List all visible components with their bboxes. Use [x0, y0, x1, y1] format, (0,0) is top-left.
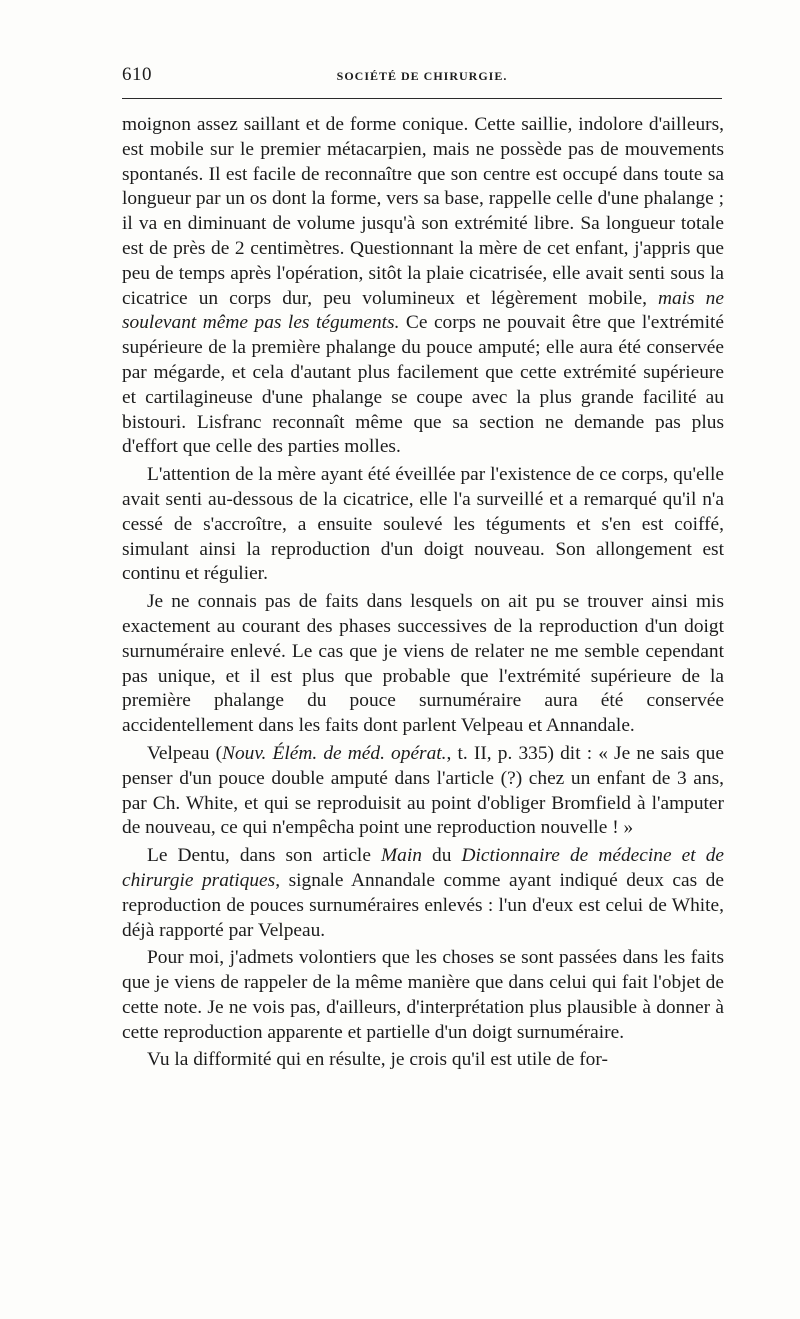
paragraph-text: Je ne connais pas de faits dans lesquels on ait pu se trouver ainsi mis exactement au courant des phases successives de la reproduction d'un doigt surnuméraire enlevé. Le cas que je viens de relater ne me semble cependant pas unique, et il est plus que probable que l'extrémité supérieure de la première phalange du pouce surnuméraire aura été conservée accidentellement dans les faits dont parlent Velpeau et Annandale.	[122, 591, 724, 737]
paragraph-text: Vu la difformité qui en résulte, je crois qu'il est utile de for-	[147, 1049, 608, 1071]
paragraph-text: Pour moi, j'admets volontiers que les choses se sont passées dans les faits que je viens de rappeler de la même manière que dans celui qui fait l'objet de cette note. Je ne vois pas, d'ailleurs, d'interprétation plus plausible à donner à cette reproduction apparente et partielle d'un doigt surnuméraire.	[122, 947, 724, 1043]
paragraph	[122, 844, 724, 943]
header-rule	[122, 98, 722, 99]
paragraph-text: Le Dentu, dans son article	[147, 845, 382, 867]
article-title: Main	[381, 845, 422, 867]
citation-title: Nouv. Élém. de méd. opérat.	[222, 742, 447, 764]
running-title: SOCIÉTÉ DE CHIRURGIE.	[336, 69, 508, 83]
emphasis-text: mais ne soulevant même pas les téguments.	[122, 287, 724, 334]
body-text	[122, 113, 724, 1073]
dictionary-title: Dictionnaire de médecine et de chirurgie pratiques	[122, 845, 725, 891]
paragraph	[122, 946, 724, 1045]
paragraph	[122, 463, 724, 587]
paragraph-last	[122, 1048, 724, 1073]
paragraph-text: Velpeau (	[147, 742, 223, 764]
paragraph-text: L'attention de la mère ayant été éveillée par l'existence de ce corps, qu'elle avait senti au-dessous de la cicatrice, elle l'a surveillé et a remarqué qu'il n'a cessé de s'accroître, a ensuite soulevé les téguments et s'en est coiffé, simulant ainsi la reproduction d'un doigt nouveau. Son allongement est continu et régulier.	[122, 464, 724, 585]
paragraph-text: Ce corps ne pouvait être que l'extrémité supérieure de la première phalange du pouce amputé; elle aura été conservée par mégarde, et cela d'autant plus facilement que cette extrémité supérieure et cartilagineuse d'une phalange se coupe avec la plus grande facilité au bistouri. Lisfranc reconnaît même que sa section ne demande pas plus d'effort que celle des parties molles.	[122, 312, 725, 458]
paragraph	[122, 590, 724, 739]
paragraph-text: , signale Annandale comme ayant indiqué deux cas de reproduction de pouces surnuméraires enlevés : l'un d'eux est celui de White, déjà rapporté par Velpeau.	[122, 869, 724, 941]
paragraph	[122, 742, 724, 841]
paragraph-text: du	[421, 845, 462, 867]
paragraph-continuation	[122, 113, 724, 460]
page-header	[122, 62, 722, 90]
paragraph-text: moignon assez saillant et de forme conique. Cette saillie, indolore d'ailleurs, est mobile sur le premier métacarpien, mais ne possède pas de mouvements spontanés. Il est facile de reconnaître que son centre est occupé dans toute sa longueur par un os dont la forme, vers sa base, rappelle celle d'une phalange ; il va en diminuant de volume jusqu'à son extrémité libre. Sa longueur totale est de près de 2 centimètres. Questionnant la mère de cet enfant, j'appris que peu de temps après l'opération, sitôt la plaie cicatrisée, elle avait senti sous la cicatrice un corps dur, peu volumineux et légèrement mobile,	[122, 114, 724, 309]
paragraph-text: , t. II, p. 335) dit : « Je ne sais que penser d'un pouce double amputé dans l'article (?) chez un enfant de 3 ans, par Ch. White, et qui se reproduisit au point d'obliger Bromfield à l'amputer de nouveau, ce qui n'empêcha point une reproduction nouvelle ! »	[122, 742, 724, 839]
page-number: 610	[122, 64, 152, 85]
